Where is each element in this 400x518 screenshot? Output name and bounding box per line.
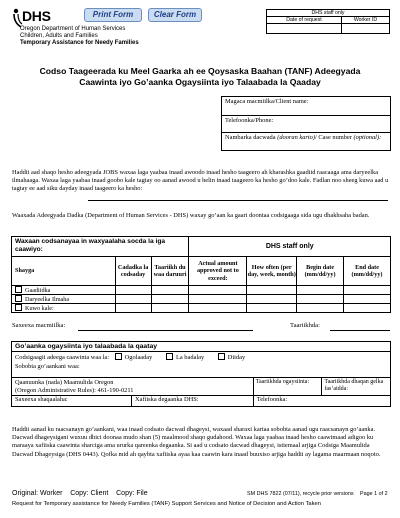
agency-line3: Temporary Assistance for Needy Families [20, 40, 139, 47]
page-title [0, 66, 400, 88]
case-label: Nambarka dacwada [225, 134, 276, 141]
denied-checkbox[interactable] [218, 353, 225, 360]
request-table-left-header: Waxaan codsanayaa in waxyaalaha soc​da la iga caawiyo: [12, 237, 189, 257]
approved-option: Ogolaaday [124, 354, 153, 361]
col-actual-amount: Actual amount approved not to exceed: [189, 257, 247, 286]
date-of-request-field[interactable] [267, 24, 342, 34]
intro-paragraph-1: Haddii aad shaqo hesho adeegyada JOBS waxaa laga yaabaa inaad awoodo inaad hesho taageero ah kharashka gaadiid raacaaga ama daryeelka ilmahaaga. Waxaa laga yaabaa inaad goobo kale tagtay oo aanad awood u helin inaad taageero ka hesho go’doo kale. Fadlan noo sheeg kuwa aad u tagtay ee aad siku dayday inaad taageero ka hesho: [12, 169, 389, 193]
case-label-optional: (dooran karto) [277, 134, 315, 141]
childcare-checkbox[interactable] [15, 295, 22, 302]
begin-cell[interactable] [297, 286, 344, 295]
footer-form-id: SM DHS 7822 (07/11), recycle prior versions [247, 491, 354, 497]
frequency-cell[interactable] [247, 304, 297, 313]
local-office-field[interactable] [132, 396, 254, 407]
staff-only-box [266, 9, 390, 34]
agency-block [20, 26, 139, 48]
worker-signature-field[interactable] [12, 396, 132, 407]
notice-date-field[interactable] [254, 378, 322, 395]
effective-date-field[interactable] [322, 378, 390, 395]
begin-cell[interactable] [297, 295, 344, 304]
clear-form-button[interactable]: Clear Form [148, 8, 202, 22]
office-phone-field[interactable] [253, 396, 390, 407]
item-label: Gaadiidka [25, 287, 51, 294]
date-cell[interactable] [151, 304, 189, 313]
table-row [12, 286, 391, 295]
worker-id-field[interactable] [342, 24, 390, 34]
client-info-box [221, 96, 391, 151]
date-of-request-label: Date of request [267, 17, 342, 24]
amount-cell[interactable] [115, 295, 151, 304]
item-transport[interactable] [12, 286, 116, 295]
print-form-button[interactable]: Print Form [84, 8, 142, 22]
modified-checkbox[interactable] [166, 353, 173, 360]
item-childcare[interactable] [12, 295, 116, 304]
approved-cell[interactable] [189, 295, 247, 304]
rule-label: Qaanuunka (nada) Maamulida Oregon [15, 379, 114, 386]
intro-paragraph-2: Waaxada Adeegyada Dadka (Department of Human Services - DHS) waxay go’aan ka gaari doontaa codsigaaga sida ugu dhakhsaha badan. [12, 212, 370, 219]
case-label-en-optional: (optional): [353, 134, 382, 141]
end-cell[interactable] [344, 295, 391, 304]
footer-description: Request for Temporary assistance for Needy Families (TANF) Support Services and Notice of Decision and Action Taken [12, 501, 321, 507]
appeal-paragraph: Haddii aanad ku raacsanayn go’aankani, waa inaad codsato dacwad dhageysi, waxaad sharaxi kartaa sobobta aanad ugu raacsanayn go’aanka. Dacwad dhageysigani wuxuu dhici doonaa mudo shan (5) maalmood shaqo gudahood. Waxaa laga yaabaa inaad hesho caawimaad adigoo ku maraaya xafiiska caawinta sharciga ama ururka qareenka degaanka. Si aad u codsato dacwad dhageysi, istiemaal arjiga Codsiga Maamulida Dacwad Dhageysiga (DHS 0443). Qofka mid ah qaybta xafiiska ayaa kaa caawin kara inaad buuxiso arjiga haddii ay lagama maarmaan noqoto. [12, 426, 381, 458]
office-phone-label: Telefoonka: [256, 396, 288, 404]
end-cell[interactable] [344, 286, 391, 295]
staff-only-title: DHS staff only [267, 10, 390, 17]
date-cell[interactable] [151, 286, 189, 295]
col-taariikh: Taariikh du waa daruuri [151, 257, 189, 286]
title-line2: Caawinta iyo Go’aanka Ogaysiinta iyo Talaabada la Qaaday [79, 77, 321, 87]
agency-line1: Oregon Department of Human Services [20, 26, 126, 32]
col-how-often: How often (per day, week, month) [247, 257, 297, 286]
col-shayga: Shayga [12, 257, 116, 286]
amount-cell[interactable] [115, 286, 151, 295]
phone-field[interactable] [222, 116, 391, 133]
client-name-label: Magaca macmiilka/Client name: [225, 98, 309, 105]
effective-date-label: Taariikhda dhaqan gelka fas’aidda: [324, 379, 384, 392]
case-label-en: / Case number [315, 134, 352, 141]
frequency-cell[interactable] [247, 295, 297, 304]
local-office-label: Xafiiska degaanka DHS: [135, 396, 199, 404]
dates-cell [253, 378, 390, 396]
dhs-logo [12, 7, 58, 27]
denied-option: Diiday [227, 354, 246, 361]
decision-body [12, 352, 391, 378]
approved-cell[interactable] [189, 304, 247, 313]
rule-label-2: (Oregon Administrative Rules): 461-190-0211 [15, 386, 134, 394]
phone-label: Telefoonka/Phone: [225, 117, 274, 124]
footer-page: Page 1 of 2 [360, 491, 388, 497]
col-end-date: End date (mm/dd/yy) [344, 257, 391, 286]
footer-copies: Original: Worker Copy: Client Copy: File [12, 490, 148, 497]
item-other[interactable] [12, 304, 116, 313]
request-table-staff-header: DHS staff only [189, 237, 391, 257]
other-places-field[interactable] [88, 200, 388, 201]
table-row [12, 304, 391, 313]
modified-option: La badalay [175, 354, 205, 361]
date-cell[interactable] [151, 295, 189, 304]
transport-checkbox[interactable] [15, 286, 22, 293]
notice-date-label: Taariikhda ogaysiinta: [255, 379, 310, 385]
col-begin-date: Begin date (mm/dd/yy) [297, 257, 344, 286]
decision-table [11, 341, 391, 407]
client-signature-field[interactable] [78, 330, 253, 331]
end-cell[interactable] [344, 304, 391, 313]
signature-date-field[interactable] [330, 330, 390, 331]
item-label: Daryeelka Ilmaha [25, 296, 70, 303]
approved-checkbox[interactable] [115, 353, 122, 360]
item-label: Kuwo kale: [25, 305, 54, 312]
rule-cell[interactable] [12, 378, 254, 396]
table-row [12, 295, 391, 304]
col-cadadka: Cadadka la codsaday [115, 257, 151, 286]
begin-cell[interactable] [297, 304, 344, 313]
title-line1: Codso Taageerada ku Meel Gaarka ah ee Qoysaska Baahan (TANF) Adeegyada [39, 66, 361, 76]
client-signature-label: Saxeexa macmiilka: [12, 322, 66, 329]
logo-text: DHS [22, 8, 51, 24]
worker-id-label: Worker ID [342, 17, 390, 24]
signature-date-label: Taariikhda: [290, 322, 320, 329]
case-number-field[interactable] [222, 133, 391, 151]
request-table [11, 236, 391, 313]
decision-header: Go’aanka ogaysiinta iyo talaabada la qaatay [12, 342, 391, 352]
frequency-cell[interactable] [247, 286, 297, 295]
other-checkbox[interactable] [15, 304, 22, 311]
worker-signature-label: Saxeexa shaqaalaha: [15, 396, 68, 404]
approved-cell[interactable] [189, 286, 247, 295]
reason-label: Sobobta go’aankani waa: [15, 363, 80, 370]
agency-line2: Children, Adults and Families [20, 33, 98, 40]
amount-cell[interactable] [115, 304, 151, 313]
request-status-label: Codsigaagii adeega caawinta waa la: [15, 354, 110, 361]
client-name-field[interactable] [222, 97, 391, 116]
